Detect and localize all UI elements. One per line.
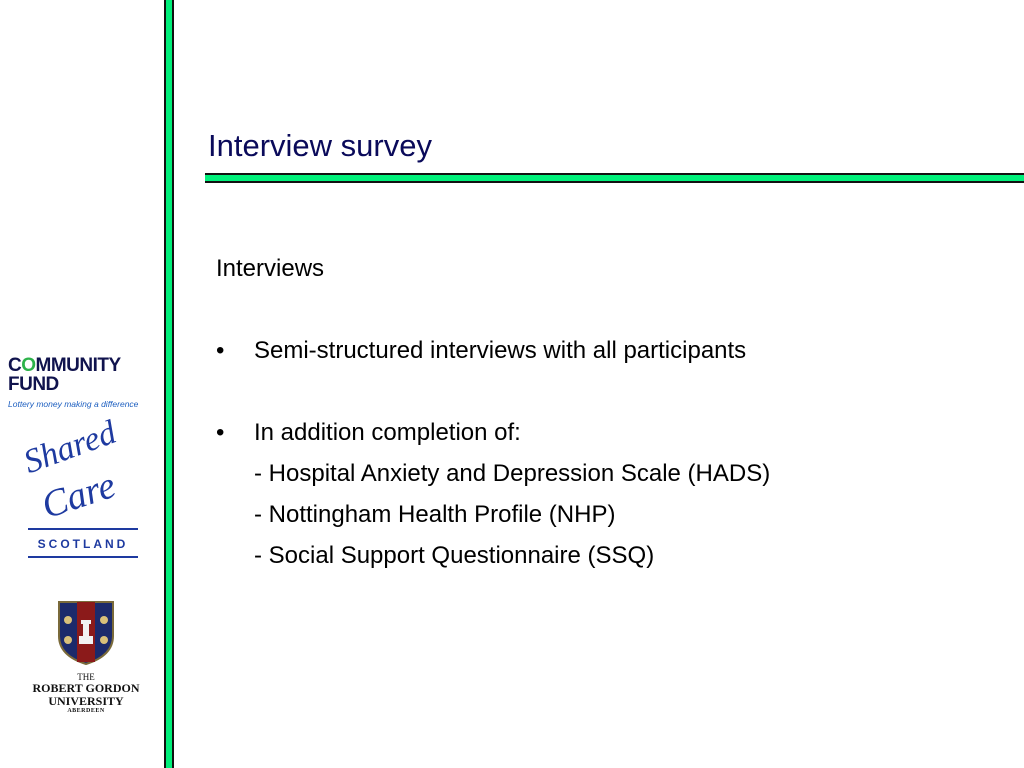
sub-item-ssq: - Social Support Questionnaire (SSQ) <box>254 542 655 569</box>
bullet-item <box>216 330 770 371</box>
rgu-line3: UNIVERSITY <box>48 694 124 708</box>
community-fund-tagline: Lottery money making a difference <box>8 399 139 409</box>
rgu-line1: THE <box>77 672 95 682</box>
bullet-item <box>216 412 770 453</box>
section-heading: Interviews <box>216 255 325 282</box>
bullet-text: Semi-structured interviews with all participants <box>254 337 747 364</box>
logo-rule <box>28 528 138 530</box>
rgu-line4: ABERDEEN <box>67 708 105 714</box>
bullet-text: In addition completion of: <box>254 419 521 446</box>
university-crest-icon <box>57 600 115 666</box>
bullet-marker: • <box>216 419 225 446</box>
shared-care-word3: SCOTLAND <box>37 537 129 551</box>
shared-care-scotland-logo <box>19 413 140 562</box>
slide-title: Interview survey <box>208 128 432 163</box>
logo-rule <box>28 556 138 558</box>
shared-care-word1: Shared <box>19 413 121 482</box>
slide-content <box>216 248 770 576</box>
community-fund-word2: FUND <box>8 374 59 395</box>
rgu-line2: ROBERT GORDON <box>32 681 140 695</box>
shared-care-word2: Care <box>36 464 121 528</box>
title-underline-bar <box>205 173 1024 183</box>
bullet-marker: • <box>216 337 225 364</box>
sub-item-hads: - Hospital Anxiety and Depression Scale (HADS) <box>254 460 771 487</box>
community-fund-word1: COMMUNITY <box>8 355 121 376</box>
vertical-accent-bar <box>164 0 174 768</box>
community-fund-logo <box>8 356 158 409</box>
robert-gordon-university-logo <box>22 600 150 714</box>
sub-item-nhp: - Nottingham Health Profile (NHP) <box>254 501 616 528</box>
